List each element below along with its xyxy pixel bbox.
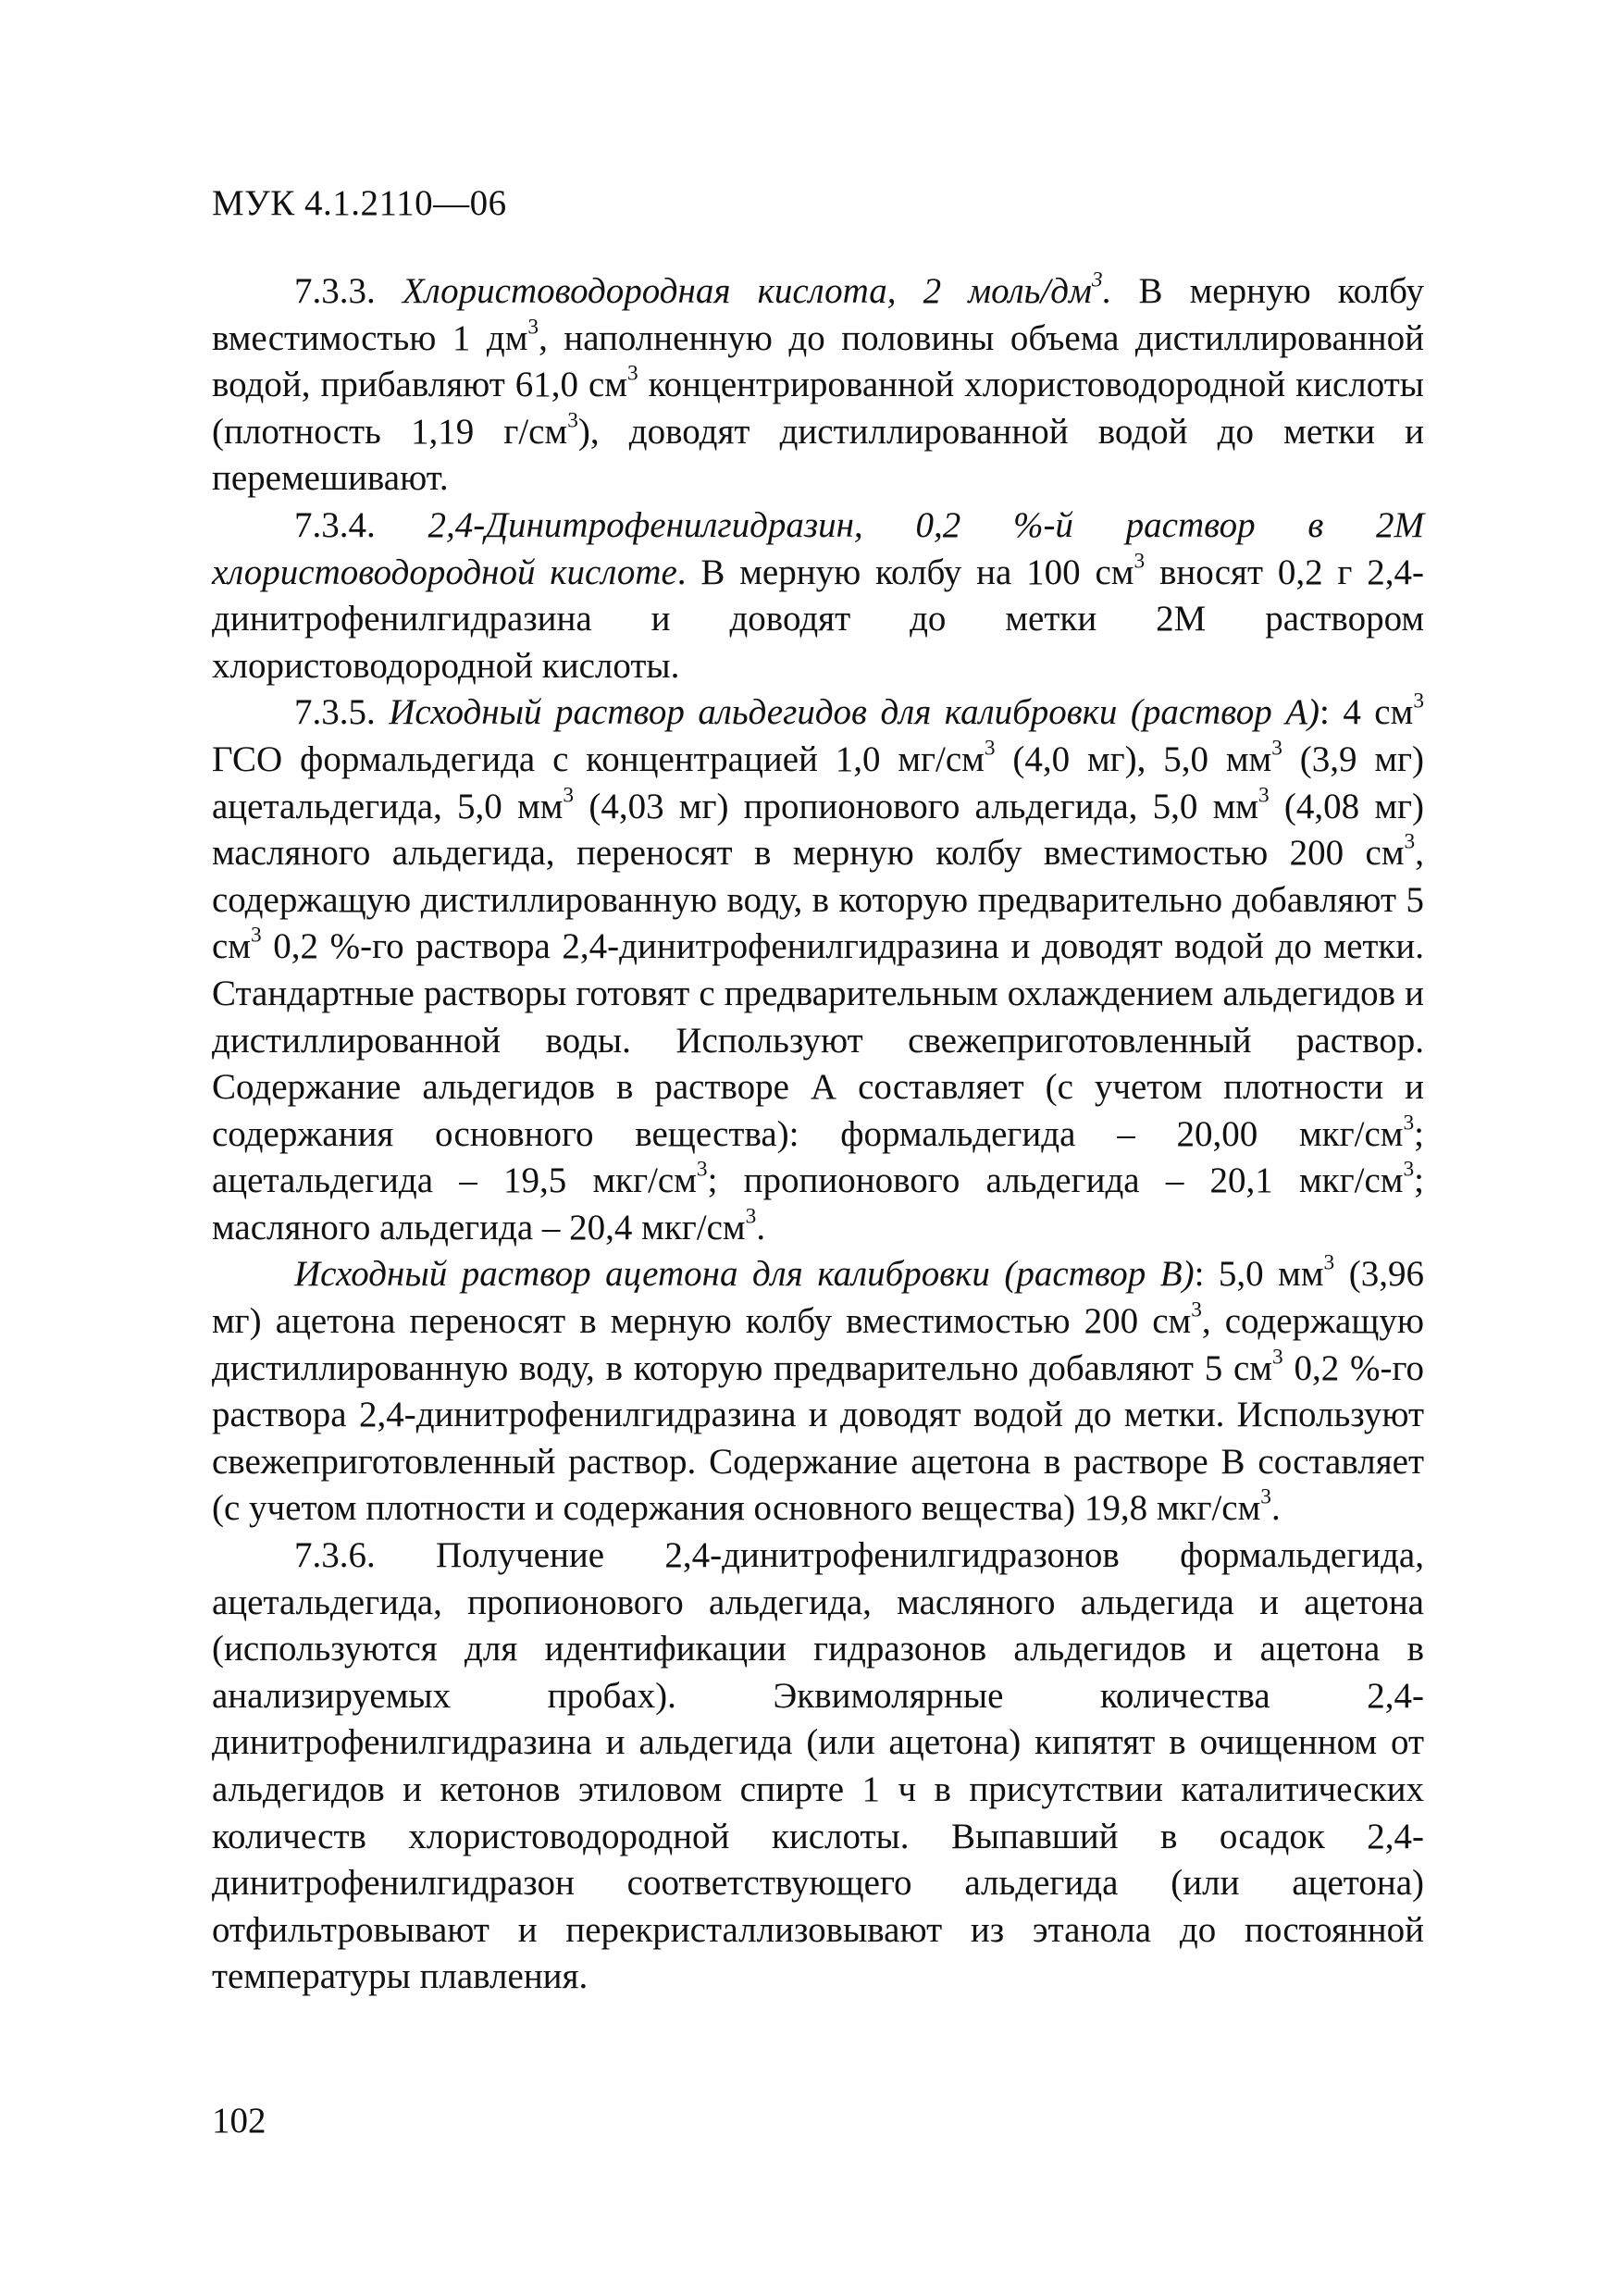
section-number: 7.3.4. bbox=[294, 504, 428, 545]
page-number: 102 bbox=[212, 2101, 266, 2141]
section-title: 2,4-Динитрофенилгидразин, 0,2 %-й раствор в 2М хлористоводородной кислоте bbox=[212, 504, 1425, 592]
section-title: Исходный раствор альдегидов для калибровки (раствор А) bbox=[389, 692, 1320, 733]
section-number: 7.3.5. bbox=[294, 692, 390, 733]
section-number: 7.3.3. bbox=[294, 271, 403, 311]
page-header: МУК 4.1.2110—06 bbox=[212, 183, 507, 223]
body-text bbox=[212, 268, 1424, 2001]
paragraph-7-3-3: 7.3.3. Хлористоводородная кислота, 2 моль/$дм^3$. В мерную колбу вместимостью 1 $дм^3$, наполненную до половины объема дистиллированной водой, прибавляют 61,0 $см^3$ концентрированной хлористоводородной кислоты (плотность 1,19 $г/см^3$), доводят дистиллированной водой до метки и перемешивают. bbox=[212, 267, 1425, 499]
section-title: Исходный раствор ацетона для калибровки (раствор В) bbox=[294, 1254, 1195, 1295]
paragraph-7-3-5: 7.3.5. Исходный раствор альдегидов для калибровки (раствор А): 4 $см^3$ ГСО формальдегида с концентрацией 1,0 $мг/см^3$ (4,0 мг), 5,0 $мм^3$ (3,9 мг) ацетальдегида, 5,0 $мм^3$ (4,03 мг) пропионового альдегида, 5,0 $мм^3$ (4,08 мг) масляного альдегида, переносят в мерную колбу вместимостью 200 $см^3$, содержащую дистиллированную воду, в которую предварительно добавляют 5 $см^3$ 0,2 %-го раствора 2,4-динитрофенилгидразина и доводят водой до метки. Стандартные растворы готовят с предварительным охлаждением альдегидов и дистиллированной воды. Используют свежеприготовленный раствор. Содержание альдегидов в растворе А составляет (с учетом плотности и содержания основного вещества): формальдегида – 20,00 мкг/$см^3$; ацетальдегида – 19,5 мкг/$см^3$; пропионового альдегида – 20,1 мкг/$см^3$; масляного альдегида – 20,4 мкг/$см^3$. bbox=[212, 689, 1425, 1247]
paragraph-7-3-6: 7.3.6. Получение 2,4-динитрофенилгидразонов формальдегида, ацетальдегида, пропионового альдегида, масляного альдегида и ацетона (используются для идентификации гидразонов альдегидов и ацетона в анализируемых пробах). Эквимолярные количества 2,4-динитрофенилгидразина и альдегида (или ацетона) кипятят в очищенном от альдегидов и кетонов этиловом спирте 1 ч в присутствии каталитических количеств хлористоводородной кислоты. Выпавший в осадок 2,4-динитрофенилгидразон соответствующего альдегида (или ацетона) отфильтровывают и перекристаллизовывают из этанола до постоянной температуры плавления. bbox=[212, 1535, 1424, 1997]
paragraph-7-3-4: 7.3.4. 2,4-Динитрофенилгидразин, 0,2 %-й раствор в 2М хлористоводородной кислоте. В мерную колбу на 100 $см^3$ вносят 0,2 г 2,4-динитрофенилгидразина и доводят до метки 2М раствором хлористоводородной кислоты. bbox=[212, 504, 1425, 686]
paragraph-acetone-solution: Исходный раствор ацетона для калибровки (раствор В): 5,0 $мм^3$ (3,96 мг) ацетона переносят в мерную колбу вместимостью 200 $см^3$, содержащую дистиллированную воду, в которую предварительно добавляют 5 $см^3$ 0,2 %-го раствора 2,4-динитрофенилгидразина и доводят водой до метки. Используют свежеприготовленный раствор. Содержание ацетона в растворе В составляет (с учетом плотности и содержания основного вещества) 19,8 мкг/$см^3$. bbox=[212, 1250, 1425, 1529]
section-title: Хлористоводородная кислота, 2 моль/$дм^3$. bbox=[402, 267, 1112, 311]
